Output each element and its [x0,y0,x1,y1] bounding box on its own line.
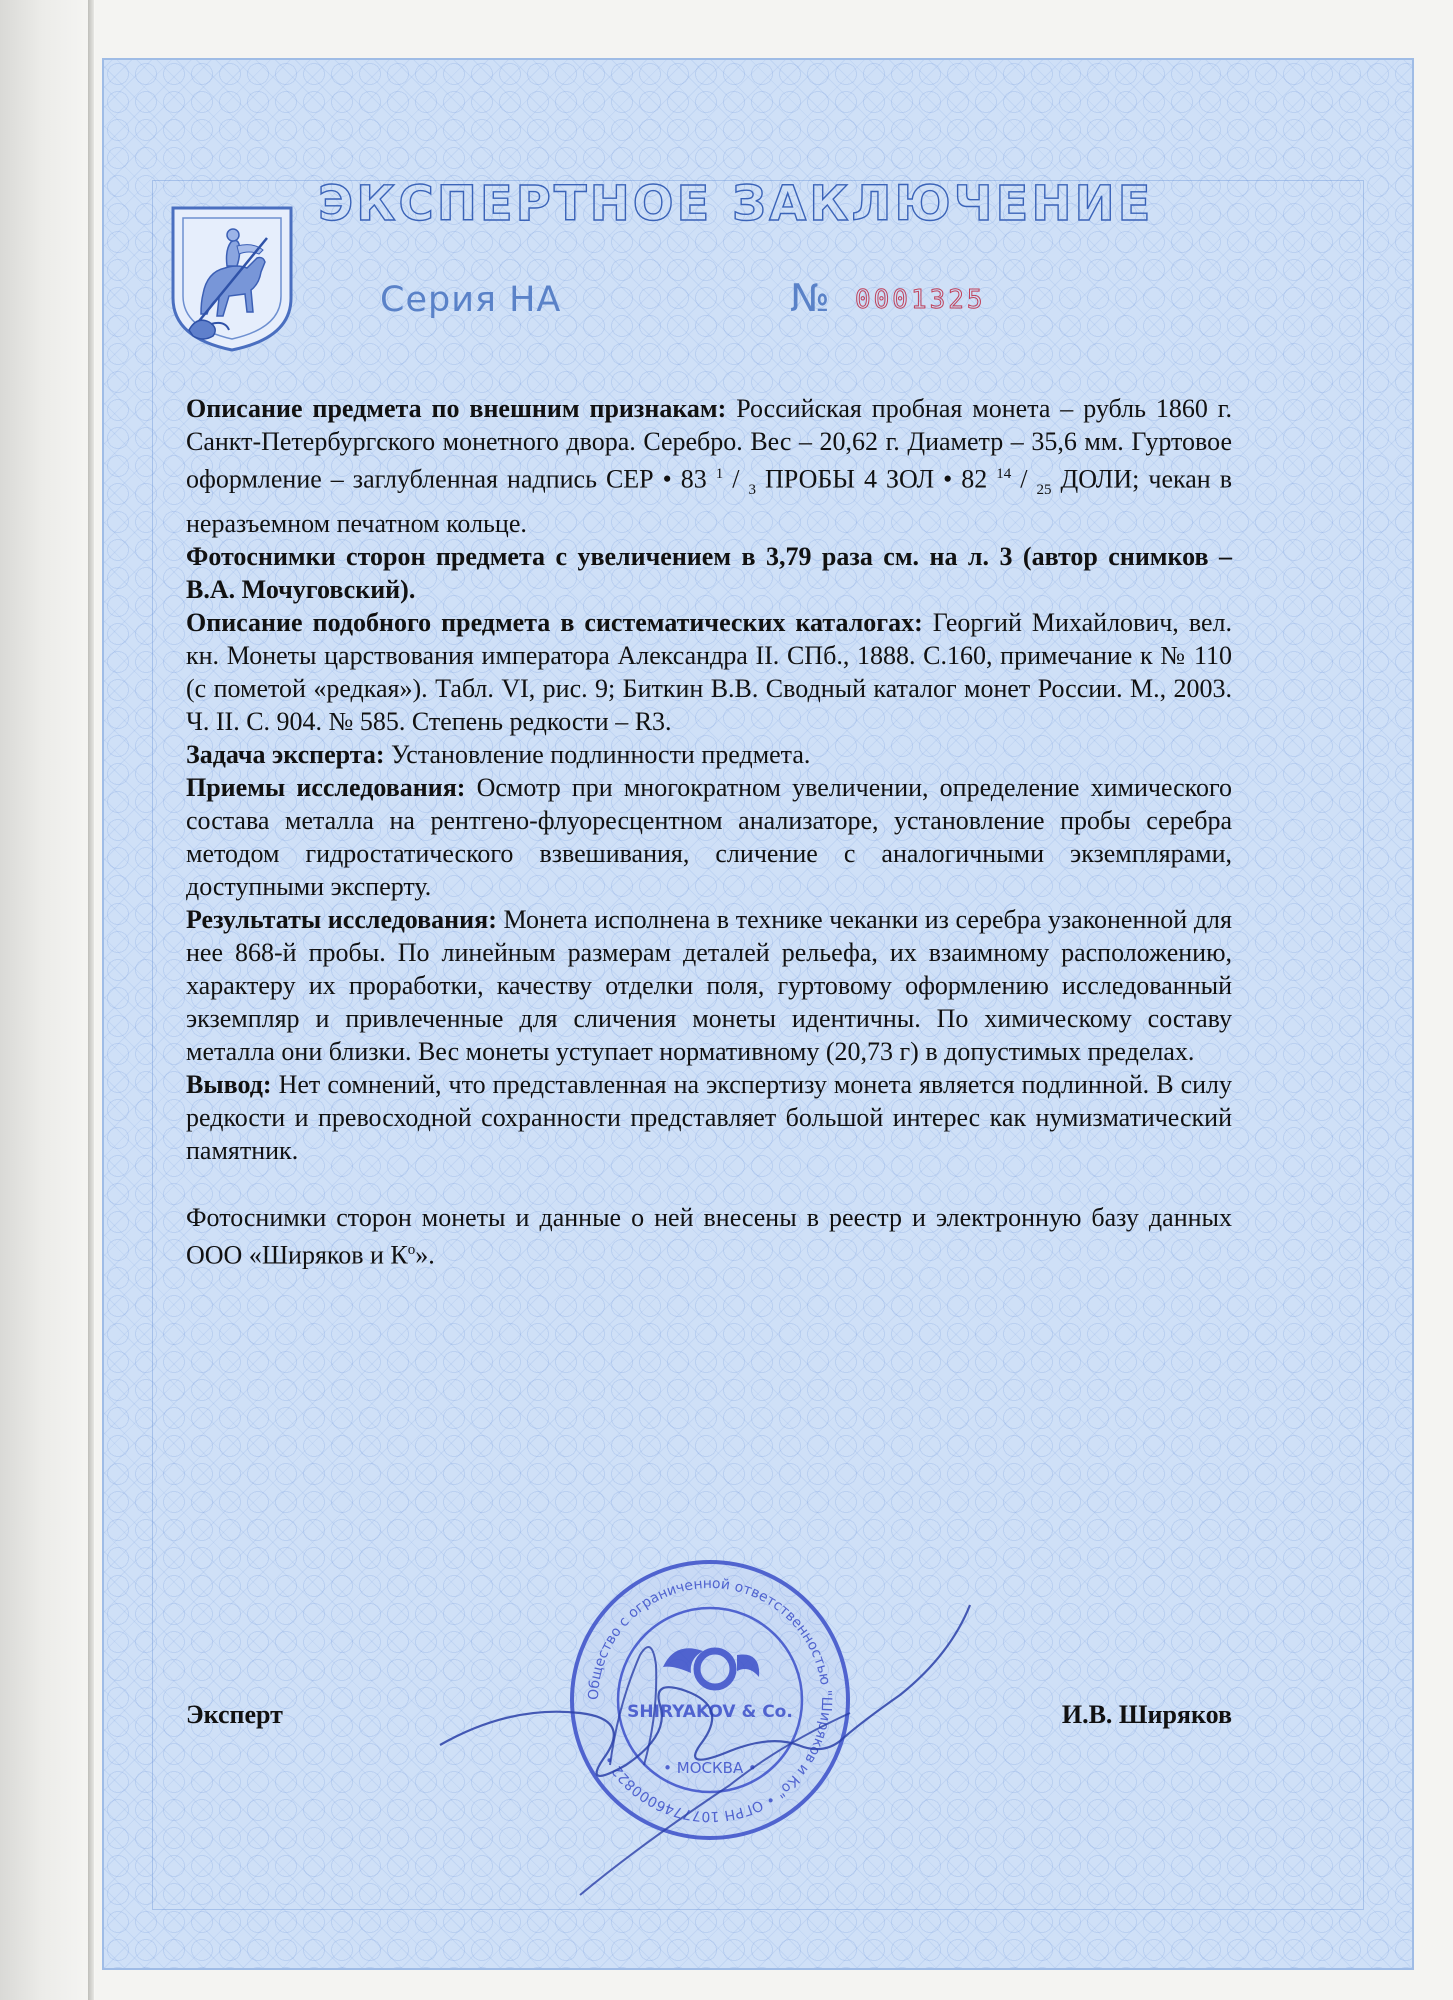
catalogs-text: Георгий Михайлович, вел. кн. Монеты царствования императора Александра II. СПб., 1888. С.160, примечание к № 110 (с пометой «редкая»). Табл. VI, рис. 9; Биткин В.В. Сводный каталог монет России. М., 2003. Ч. II. С. 904. № 585. Степень редкости – R3. [186,607,1232,736]
fraction-1-numerator: 1 [715,466,724,482]
results-paragraph [186,903,1232,1068]
registry-text-b: ». [415,1240,435,1270]
paragraph-gap [186,1167,1232,1201]
methods-label: Приемы исследования: [186,772,466,802]
fraction-1-denominator: 3 [748,481,757,498]
fraction-2-denominator: 25 [1036,481,1052,498]
task-paragraph [186,738,1232,771]
page-fold [88,0,94,2000]
certificate-body [186,392,1232,1272]
photos-paragraph [186,540,1232,606]
number-sign: № [790,276,830,320]
conclusion-text: Нет сомнений, что представленная на экспертизу монета является подлинной. В силу редкости и превосходной сохранности представляет большой интерес как нумизматический памятник. [186,1069,1232,1165]
expert-name: И.В. Ширяков [1061,1700,1232,1729]
description-paragraph [186,392,1232,540]
fraction-2-numerator: 14 [996,466,1012,482]
methods-text: Осмотр при многократном увеличении, определение химического состава металла на рентгено-флуоресцентном анализаторе, установление пробы серебра методом гидростатического взвешивания, сличение с аналогичными экземплярами, доступными эксперту. [186,772,1233,901]
expert-label: Эксперт [186,1700,283,1729]
stamp-city: • МОСКВА • [663,1759,757,1777]
fraction-1-slash: / [723,464,749,494]
certificate-title: ЭКСПЕРТНОЕ ЗАКЛЮЧЕНИЕ [318,176,1154,232]
description-text-c: ДОЛИ; чекан в неразъемном печатном кольце. [186,464,1232,538]
registry-superscript: о [407,1241,416,1258]
stamp-brand: SHIRYAKOV & Co. [627,1702,793,1722]
stamp-ring-text: Общество с ограниченной ответственностью "Ширяков и Ко" • ОГРН 1077746000822 • [585,1575,835,1825]
description-text-b: ПРОБЫ 4 ЗОЛ • 82 [756,464,997,494]
registry-paragraph [186,1201,1232,1272]
moscow-coat-of-arms-icon [167,202,297,354]
results-label: Результаты исследования: [186,904,497,934]
photos-label: Фотоснимки сторон предмета с увеличением в 3,79 раза см. на л. 3 (автор снимков – В.А. Мочуговский). [186,541,1232,604]
serial-number: 0001325 [855,285,986,315]
catalogs-label: Описание подобного предмета в систематических каталогах: [186,607,923,637]
task-label: Задача эксперта: [186,739,385,769]
conclusion-label: Вывод: [186,1069,272,1099]
conclusion-paragraph [186,1068,1232,1167]
series-label: Серия НА [380,280,562,320]
description-text-a: Российская пробная монета – рубль 1860 г. Санкт-Петербургского монетного двора. Серебро. Вес – 20,62 г. Диаметр – 35,6 мм. Гуртовое оформление – заглубленная надпись СЕР • 83 [186,394,1233,494]
description-label: Описание предмета по внешним признакам: [186,394,727,423]
results-text: Монета исполнена в технике чеканки из серебра узаконенной для нее 868-й пробы. По линейным размерам деталей рельефа, их взаимному расположению, характеру их проработки, качеству отделки поля, гуртовому оформлению исследованный экземпляр и привлеченные для сличения монеты идентичны. По химическому составу металла они близки. Вес монеты уступает нормативному (20,73 г) в допустимых пределах. [186,904,1232,1066]
catalogs-paragraph [186,606,1232,738]
handwritten-signature [430,1595,990,1925]
registry-text-a: Фотоснимки сторон монеты и данные о ней внесены в реестр и электронную базу данных ООО «Ширяков и К [186,1202,1232,1270]
methods-paragraph [186,771,1232,903]
fraction-2-slash: / [1011,464,1037,494]
book-gutter [0,0,95,2000]
task-text: Установление подлинности предмета. [384,739,811,769]
